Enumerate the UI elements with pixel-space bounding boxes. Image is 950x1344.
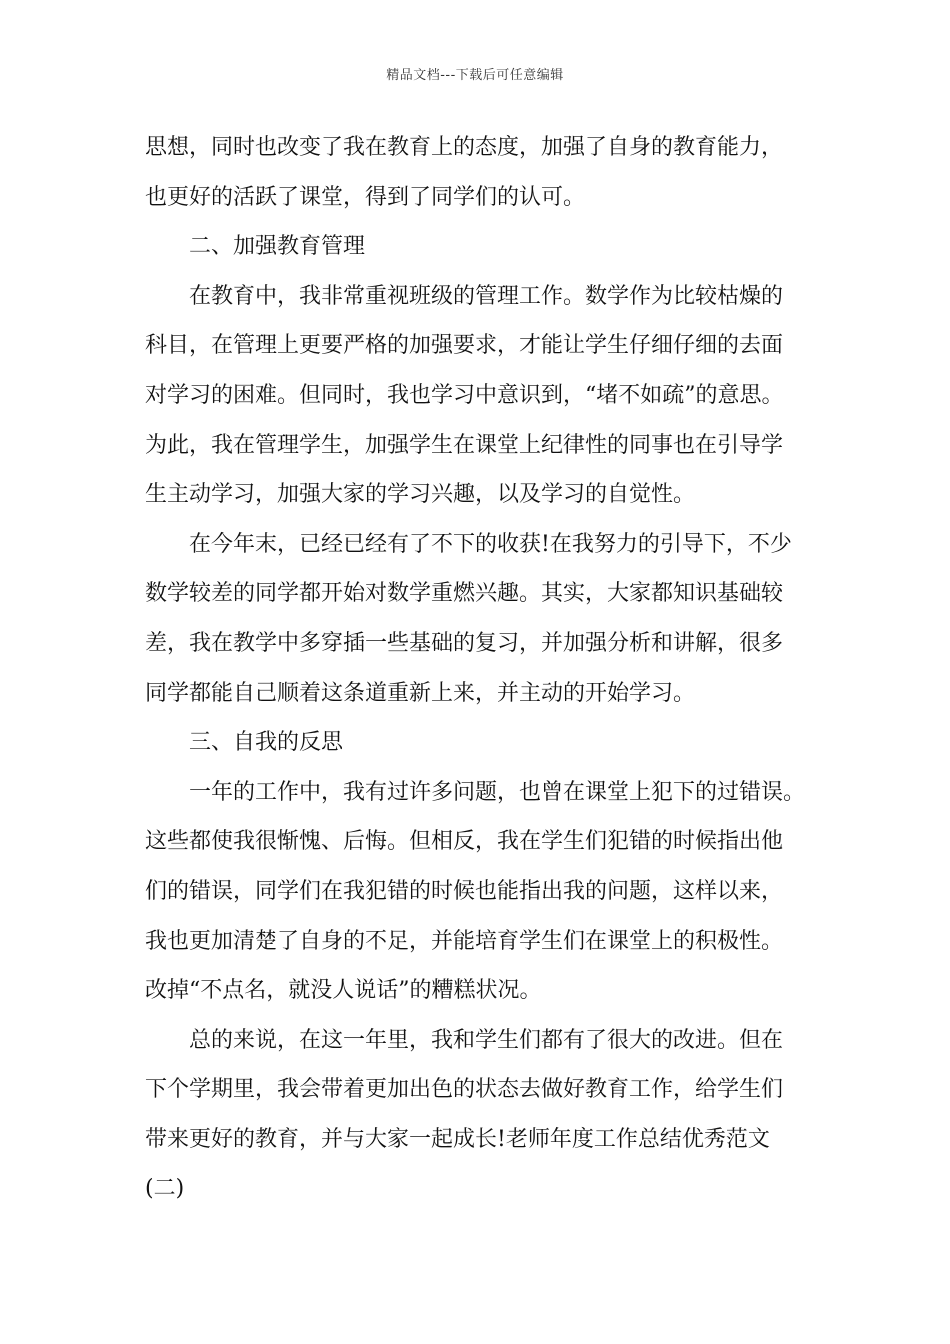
text-line: 生主动学习，加强大家的学习兴趣，以及学习的自觉性。 <box>145 482 696 508</box>
text-line: 思想，同时也改变了我在教育上的态度，加强了自身的教育能力， <box>145 135 784 160</box>
section-heading: 三、自我的反思 <box>189 730 344 756</box>
text-line: 一年的工作中，我有过许多问题，也曾在课堂上犯下的过错误。 <box>189 779 806 805</box>
text-line: 为此，我在管理学生，加强学生在课堂上纪律性的同事也在引导学 <box>145 432 784 458</box>
text-line: 在今年末，已经已经有了不下的收获!在我努力的引导下，不少 <box>189 531 792 557</box>
text-line: 数学较差的同学都开始对数学重燃兴趣。其实，大家都知识基础较 <box>145 581 784 607</box>
text-line: 们的错误，同学们在我犯错的时候也能指出我的问题，这样以来， <box>145 878 784 904</box>
text-line: 下个学期里，我会带着更加出色的状态去做好教育工作，给学生们 <box>145 1077 784 1103</box>
text-line: 这些都使我很惭愧、后悔。但相反，我在学生们犯错的时候指出他 <box>145 829 784 855</box>
text-line: (二) <box>145 1176 185 1202</box>
text-line: 科目，在管理上更要严格的加强要求，才能让学生仔细仔细的去面 <box>145 333 784 359</box>
text-line: 对学习的困难。但同时，我也学习中意识到，“堵不如疏”的意思。 <box>145 382 784 408</box>
text-line: 差，我在教学中多穿插一些基础的复习，并加强分析和讲解，很多 <box>145 630 784 656</box>
text-line: 改掉“不点名，就没人说话”的糟糕状况。 <box>145 978 542 1004</box>
text-line: 也更好的活跃了课堂，得到了同学们的认可。 <box>145 184 586 210</box>
document-body <box>145 130 835 1221</box>
text-line: 同学都能自己顺着这条道重新上来，并主动的开始学习。 <box>145 680 696 706</box>
text-line: 我也更加清楚了自身的不足，并能培育学生们在课堂上的积极性。 <box>145 928 784 954</box>
text-line: 总的来说，在这一年里，我和学生们都有了很大的改进。但在 <box>189 1027 784 1053</box>
text-line: 在教育中，我非常重视班级的管理工作。数学作为比较枯燥的 <box>189 283 784 309</box>
section-heading: 二、加强教育管理 <box>189 234 366 260</box>
text-line: 带来更好的教育，并与大家一起成长!老师年度工作总结优秀范文 <box>145 1126 770 1152</box>
page-header: 精品文档---下载后可任意编辑 <box>386 68 564 83</box>
